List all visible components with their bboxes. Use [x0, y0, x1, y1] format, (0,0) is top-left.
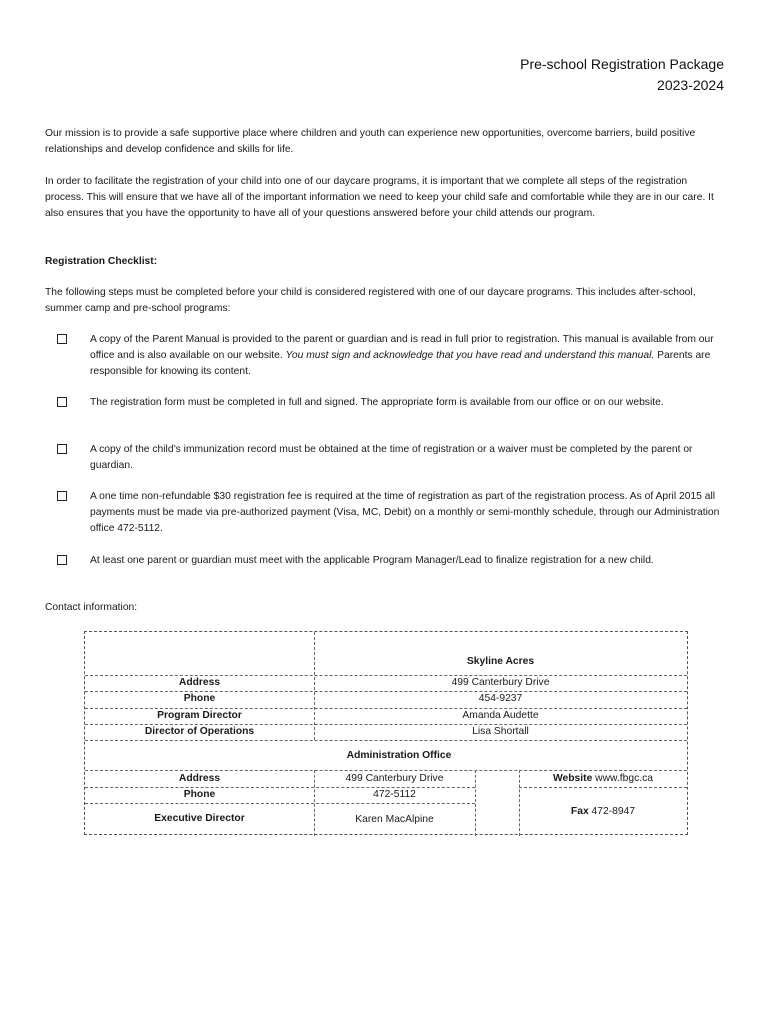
contact-table [84, 631, 688, 835]
admin-office-name: Administration Office [346, 750, 452, 761]
skyline-address-label: Address [178, 677, 221, 688]
skyline-ops-label: Director of Operations [144, 726, 255, 737]
intro-paragraph: In order to facilitate the registration of your child into one of our daycare programs, it is important that we complete all steps of the registration process. This will ensure that we have all of the important information we need to keep your child safe and comfortable while they are in our care. It also ensures that you have the opportunity to have all of your questions answered before your child attends our program. [45, 176, 714, 219]
skyline-name: Skyline Acres [466, 656, 535, 667]
admin-website [519, 771, 687, 787]
document-header [520, 54, 724, 96]
checklist-item-text [90, 332, 722, 379]
document-title: Pre-school Registration Package [520, 56, 724, 72]
checkbox[interactable] [57, 491, 67, 501]
skyline-director-label: Program Director [157, 710, 242, 721]
skyline-phone-label: Phone [183, 693, 216, 704]
item-text: A copy of the Parent Manual is provided to the parent or guardian and is read in full prior to registration. This manual is available from our office and is also available on our website. [90, 334, 714, 361]
checkbox[interactable] [57, 555, 67, 565]
document-year: 2023-2024 [657, 77, 724, 93]
skyline-ops: Lisa Shortall [472, 726, 529, 737]
admin-phone-label: Phone [183, 789, 216, 800]
checklist-item-text: At least one parent or guardian must meet with the applicable Program Manager/Lead to finalize registration for a new child. [90, 555, 654, 566]
checklist-heading: Registration Checklist: [45, 256, 158, 267]
checklist-item-text: A one time non-refundable $30 registration fee is required at the time of registration as part of the registration process. As of April 2015 all payments must be made via pre-authorized payment (Visa, MC, Debit) on a monthly or semi-monthly schedule, through our Administration office 472-5112. [90, 491, 720, 534]
admin-exec-label: Executive Director [154, 813, 245, 824]
skyline-address: 499 Canterbury Drive [451, 677, 550, 688]
admin-exec: Karen MacAlpine [355, 814, 434, 825]
checklist-item-text: A copy of the child’s immunization record must be obtained at the time of registration or a waiver must be completed by the parent or guardian. [90, 444, 693, 471]
fax-label: Fax [570, 806, 589, 817]
website-label: Website [553, 773, 593, 784]
checklist-item-text: The registration form must be completed in full and signed. The appropriate form is available from our office or on our website. [90, 397, 664, 408]
contact-label: Contact information: [45, 602, 138, 613]
admin-address-label: Address [178, 773, 221, 784]
skyline-director: Amanda Audette [462, 710, 539, 721]
website-link[interactable]: www.fbgc.ca [595, 773, 653, 784]
fax-number: 472-8947 [591, 806, 636, 817]
admin-address: 499 Canterbury Drive [345, 773, 444, 784]
checkbox[interactable] [57, 334, 67, 344]
item-emphasis: You must sign and acknowledge that you have read and understand this manual. [285, 349, 655, 361]
skyline-phone: 454-9237 [478, 693, 523, 704]
admin-phone: 472-5112 [373, 789, 416, 800]
checkbox[interactable] [57, 397, 67, 407]
mission-statement: Our mission is to provide a safe supportive place where children and youth can experience new opportunities, overcome barriers, build positive relationships and develop confidence and skills for life. [45, 128, 696, 155]
admin-fax [519, 804, 687, 820]
checklist-lead: The following steps must be completed before your child is considered registered with one of our daycare programs. This includes after-school, summer camp and pre-school programs: [45, 287, 696, 314]
item-tail: Parents are responsible for knowing its content. [90, 349, 711, 377]
checkbox[interactable] [57, 444, 67, 454]
